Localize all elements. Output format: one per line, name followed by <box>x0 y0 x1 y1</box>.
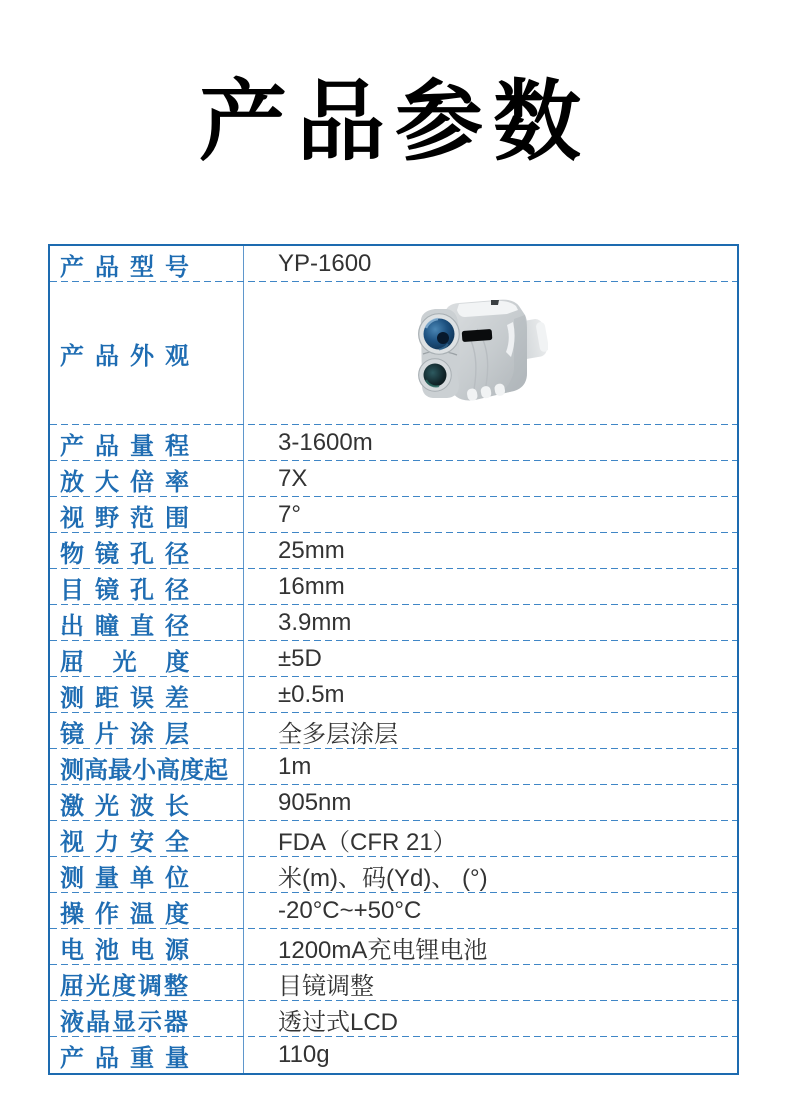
table-row <box>50 246 737 282</box>
table-row <box>50 785 737 821</box>
spec-label-cell <box>50 605 244 641</box>
spec-value: 3.9mm <box>278 609 352 636</box>
spec-value: 米(m)、码(Yd)、 (°) <box>278 864 488 892</box>
spec-label-cell <box>50 246 244 282</box>
spec-value: 905nm <box>278 789 352 816</box>
spec-label-cell <box>50 461 244 497</box>
spec-label: 操作温度 <box>60 900 200 928</box>
table-row <box>50 641 737 677</box>
spec-value: 16mm <box>278 573 345 600</box>
spec-value: 25mm <box>278 537 345 564</box>
table-row <box>50 929 737 965</box>
spec-label: 激光波长 <box>60 792 200 820</box>
product-image-cell <box>244 282 737 425</box>
spec-value: ±5D <box>278 645 322 672</box>
spec-table <box>48 244 739 1075</box>
table-row <box>50 605 737 641</box>
table-row <box>50 821 737 857</box>
spec-value: 1m <box>278 753 312 780</box>
page-title: 产品参数 <box>198 69 591 173</box>
spec-label-cell <box>50 713 244 749</box>
table-row <box>50 893 737 929</box>
table-row <box>50 857 737 893</box>
spec-value: 透过式LCD <box>278 1008 399 1036</box>
spec-label-cell <box>50 1037 244 1073</box>
spec-label: 产品重量 <box>60 1044 200 1072</box>
spec-value: FDA（CFR 21） <box>278 828 457 856</box>
spec-label-cell <box>50 641 244 677</box>
spec-label-cell <box>50 857 244 893</box>
spec-label-cell <box>50 425 244 461</box>
objective-lens <box>418 313 460 355</box>
spec-label-cell <box>50 1001 244 1037</box>
spec-label: 物镜孔径 <box>60 540 200 568</box>
spec-label-cell <box>50 282 244 425</box>
spec-label: 镜片涂层 <box>60 720 200 748</box>
spec-label: 产品量程 <box>60 432 200 460</box>
spec-label: 测量单位 <box>60 864 200 892</box>
spec-label-cell <box>50 569 244 605</box>
spec-label: 屈 光 度 <box>60 648 201 676</box>
spec-label: 放大倍率 <box>60 468 200 496</box>
spec-label-cell <box>50 677 244 713</box>
spec-label: 视野范围 <box>60 504 200 532</box>
rangefinder-product-image <box>415 299 548 403</box>
table-row <box>50 425 737 461</box>
spec-value: 1200mA充电锂电池 <box>278 936 488 964</box>
spec-label: 目镜孔径 <box>60 576 200 604</box>
spec-value: ±0.5m <box>278 681 345 708</box>
spec-label-cell <box>50 749 244 785</box>
spec-value: 目镜调整 <box>278 972 374 1000</box>
spec-label: 测高最小高度起 <box>60 756 228 784</box>
spec-value: 全多层涂层 <box>278 720 398 748</box>
table-row <box>50 282 737 425</box>
spec-value: YP-1600 <box>278 250 372 277</box>
spec-value: 3-1600m <box>278 429 373 456</box>
spec-value: 7X <box>278 465 308 492</box>
spec-label: 测距误差 <box>60 684 200 712</box>
table-row <box>50 713 737 749</box>
laser-lens <box>418 358 452 392</box>
table-row <box>50 569 737 605</box>
table-row <box>50 1037 737 1073</box>
spec-value: 110g <box>278 1041 330 1068</box>
spec-value: -20°C~+50°C <box>278 897 422 924</box>
spec-label: 产品外观 <box>60 343 200 370</box>
table-row <box>50 533 737 569</box>
display-window <box>462 328 493 341</box>
spec-label-cell <box>50 497 244 533</box>
spec-label: 屈光度调整 <box>60 972 190 1000</box>
table-row <box>50 1001 737 1037</box>
spec-label-cell <box>50 785 244 821</box>
spec-label: 视力安全 <box>60 828 200 856</box>
spec-label-cell <box>50 533 244 569</box>
spec-label: 液晶显示器 <box>60 1008 190 1036</box>
table-row <box>50 965 737 1001</box>
table-row <box>50 749 737 785</box>
spec-label-cell <box>50 965 244 1001</box>
spec-label-cell <box>50 893 244 929</box>
spec-label-cell <box>50 821 244 857</box>
spec-label: 电池电源 <box>60 936 200 964</box>
spec-label-cell <box>50 929 244 965</box>
spec-value: 7° <box>278 501 301 528</box>
table-row <box>50 461 737 497</box>
spec-label: 出瞳直径 <box>60 612 200 640</box>
table-row <box>50 497 737 533</box>
table-row <box>50 677 737 713</box>
spec-label: 产品型号 <box>60 253 200 281</box>
